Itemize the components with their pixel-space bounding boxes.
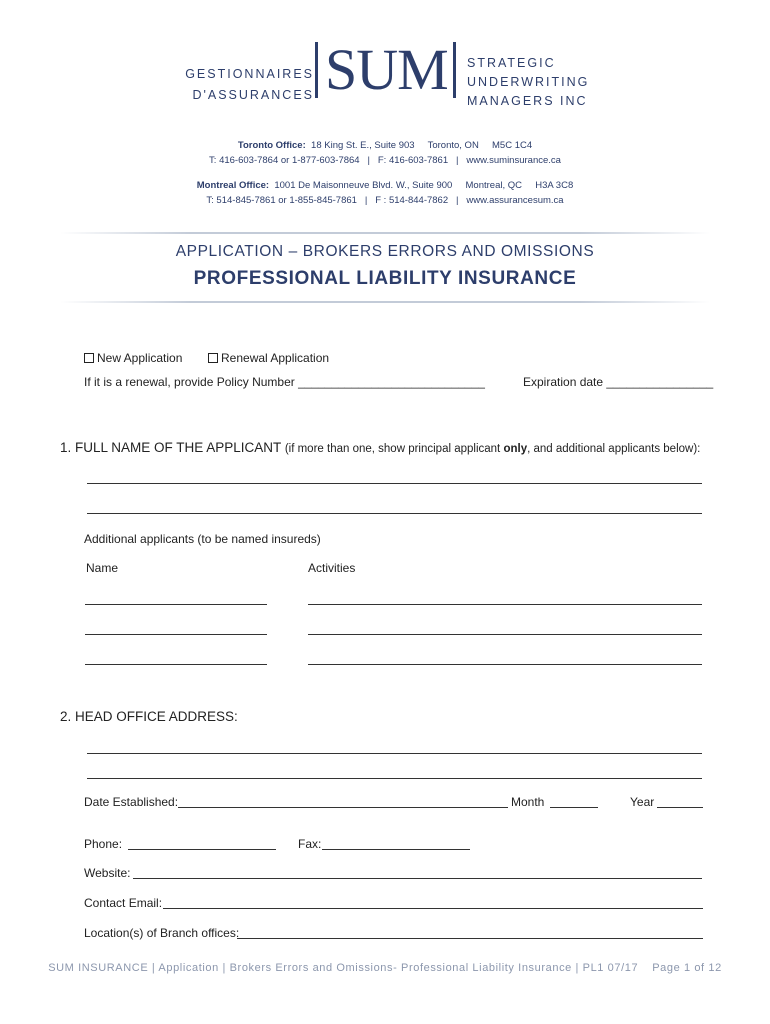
additional-activities-line-1[interactable]: [308, 604, 702, 605]
year-line[interactable]: [657, 807, 703, 808]
date-established-label: Date Established:: [84, 795, 179, 809]
section1-note-bold: only: [503, 443, 528, 455]
toronto-office: [0, 138, 770, 168]
montreal-office: [0, 178, 770, 208]
month-label: Month: [511, 795, 545, 809]
application-title: APPLICATION – BROKERS ERRORS AND OMISSIONS: [175, 243, 595, 260]
date-established-line[interactable]: [178, 807, 508, 808]
new-application-checkbox[interactable]: [84, 351, 182, 365]
checkbox-icon[interactable]: [84, 353, 94, 363]
additional-name-line-2[interactable]: [85, 634, 267, 635]
fax-label: Fax:: [298, 837, 322, 851]
company-logo: [0, 38, 770, 118]
divider-bottom: [60, 301, 710, 303]
contact-email-line[interactable]: [163, 908, 703, 909]
section1-note-pre: (if more than one, show principal applicant: [284, 443, 504, 455]
logo-right-line1: STRATEGIC: [467, 56, 556, 70]
logo-right-text: [467, 54, 589, 111]
activities-column-label: Activities: [308, 561, 356, 575]
toronto-office-label: Toronto Office:: [237, 140, 306, 151]
montreal-office-label: Montreal Office:: [196, 180, 270, 191]
expiration-date-field[interactable]: Expiration date ________________: [523, 375, 714, 389]
logo-right-line2: UNDERWRITING: [467, 75, 590, 89]
phone-line[interactable]: [128, 849, 276, 850]
address-line-2[interactable]: [87, 778, 702, 779]
address-line-1[interactable]: [87, 753, 702, 754]
section1-note-post: , and additional applicants below):: [527, 443, 701, 455]
checkbox-icon[interactable]: [208, 353, 218, 363]
logo-left-line2: D'ASSURANCES: [192, 88, 314, 102]
policy-number-field[interactable]: If it is a renewal, provide Policy Number ____________________________: [84, 375, 485, 389]
toronto-address: 18 King St. E., Suite 903 Toronto, ON M5C 1C4: [311, 140, 533, 151]
logo-right-line3: MANAGERS INC: [467, 94, 588, 108]
office-addresses: [0, 138, 770, 218]
montreal-contact: T: 514-845-7861 or 1-855-845-7861 | F : 514-844-7862 | www.assurancesum.ca: [206, 195, 564, 206]
toronto-contact: T: 416-603-7864 or 1-877-603-7864 | F: 416-603-7861 | www.suminsurance.ca: [209, 155, 561, 166]
branch-offices-line[interactable]: [237, 938, 703, 939]
fax-line[interactable]: [322, 849, 470, 850]
footer-text: SUM INSURANCE | Application | Brokers Errors and Omissions- Professional Liability Insurance | PL1 07/17: [48, 962, 639, 974]
additional-activities-line-2[interactable]: [308, 634, 702, 635]
contact-email-label: Contact Email:: [84, 896, 163, 910]
month-line[interactable]: [550, 807, 598, 808]
page-footer: [0, 962, 770, 974]
page-number: Page 1 of 12: [652, 962, 722, 974]
renewal-application-checkbox[interactable]: [208, 351, 329, 365]
renewal-application-label: Renewal Application: [221, 351, 330, 365]
website-line[interactable]: [133, 878, 702, 879]
applicant-name-line-2[interactable]: [87, 513, 702, 514]
divider-top: [60, 232, 710, 234]
additional-name-line-3[interactable]: [85, 664, 267, 665]
phone-label: Phone:: [84, 837, 123, 851]
branch-offices-label: Location(s) of Branch offices:: [84, 926, 240, 940]
logo-divider-right: [453, 42, 456, 98]
applicant-name-line-1[interactable]: [87, 483, 702, 484]
logo-divider-left: [315, 42, 318, 98]
logo-left-line1: GESTIONNAIRES: [185, 67, 314, 81]
additional-activities-line-3[interactable]: [308, 664, 702, 665]
name-column-label: Name: [86, 561, 119, 575]
logo-left-text: [185, 64, 314, 106]
website-label: Website:: [84, 866, 131, 880]
logo-sum: SUM: [325, 37, 448, 102]
professional-title: PROFESSIONAL LIABILITY INSURANCE: [193, 268, 577, 289]
section1-title: 1. FULL NAME OF THE APPLICANT: [60, 440, 282, 455]
year-label: Year: [630, 795, 655, 809]
additional-name-line-1[interactable]: [85, 604, 267, 605]
additional-applicants-label: Additional applicants (to be named insureds): [84, 532, 321, 546]
section1-heading: [60, 440, 700, 455]
montreal-address: 1001 De Maisonneuve Blvd. W., Suite 900 Montreal, QC H3A 3C8: [274, 180, 574, 191]
section2-heading: 2. HEAD OFFICE ADDRESS:: [60, 709, 238, 724]
new-application-label: New Application: [97, 351, 183, 365]
